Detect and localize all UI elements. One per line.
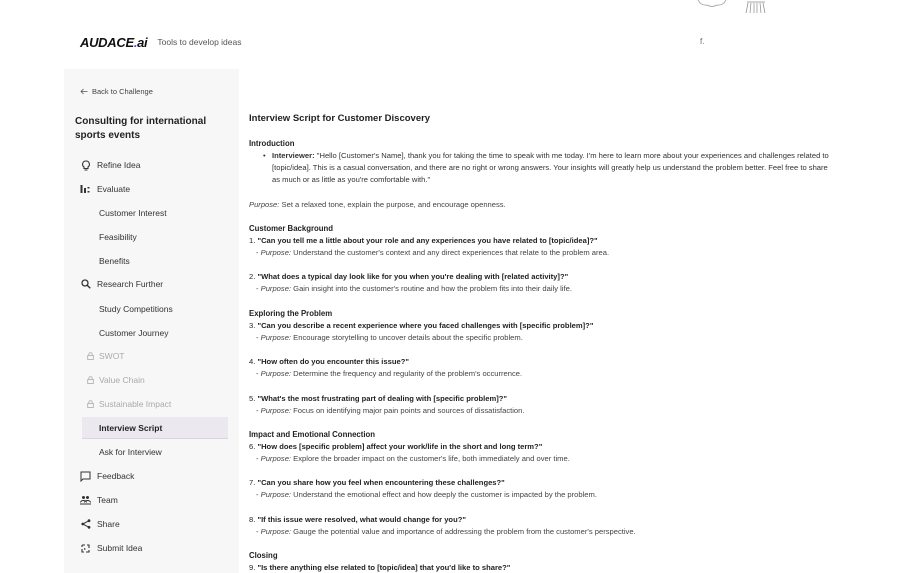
sidebar-item-customer-interest[interactable]: Customer Interest xyxy=(99,208,167,218)
question-3: 3. "Can you describe a recent experience where you faced challenges with [specific problem]?" xyxy=(249,321,594,330)
sidebar-item-feedback[interactable] xyxy=(80,469,134,483)
question-9: 9. "Is there anything else related to [topic/idea] that you'd like to share?" xyxy=(249,563,511,572)
intro-text: "Hello [Customer's Name], thank you for taking the time to speak with me today. I'm here to learn more about your experiences and challenges related to [topic/idea]. This is a casual conversation, and there are no right or wrong answers. Your insights will greatly help us understand the problem better. Feel free to share as much or as little as you're comfortable with." xyxy=(272,151,829,185)
section-heading-customer-background: Customer Background xyxy=(249,224,334,233)
item-label: Share xyxy=(97,519,120,529)
section-heading-impact: Impact and Emotional Connection xyxy=(249,430,376,439)
intro-block xyxy=(263,150,833,187)
question-2: 2. "What does a typical day look like for you when you're dealing with [related activity]?" xyxy=(249,272,569,281)
item-label: Feedback xyxy=(97,471,135,481)
sidebar-item-share[interactable] xyxy=(80,517,120,531)
lightbulb-icon xyxy=(80,160,91,171)
question-2-purpose: - Purpose: Gain insight into the customer's routine and how the problem fits into their daily life. xyxy=(256,284,572,293)
sidebar-item-evaluate[interactable] xyxy=(80,182,130,196)
item-label: Sustainable Impact xyxy=(99,399,172,409)
question-4-purpose: - Purpose: Determine the frequency and regularity of the problem's occurrence. xyxy=(256,369,523,378)
evaluate-icon xyxy=(80,184,91,195)
item-label: Team xyxy=(97,495,118,505)
lock-icon xyxy=(87,400,94,408)
purpose-label: Purpose: xyxy=(249,200,280,209)
question-7: 7. "Can you share how you feel when encountering these challenges?" xyxy=(249,478,505,487)
sidebar-item-refine-idea[interactable] xyxy=(80,158,140,172)
sidebar-item-sustainable-impact xyxy=(87,397,171,411)
team-icon xyxy=(80,495,91,506)
question-5-purpose: - Purpose: Focus on identifying major pain points and sources of dissatisfaction. xyxy=(256,406,525,415)
question-7-purpose: - Purpose: Understand the emotional effect and how deeply the customer is impacted by the problem. xyxy=(256,490,597,499)
share-icon xyxy=(80,519,91,530)
sidebar-item-research-further[interactable] xyxy=(80,277,163,291)
question-3-purpose: - Purpose: Encourage storytelling to uncover details about the specific problem. xyxy=(256,333,523,342)
question-6-purpose: - Purpose: Explore the broader impact on the customer's life, both immediately and over time. xyxy=(256,454,570,463)
purpose-text: Set a relaxed tone, explain the purpose, and encourage openness. xyxy=(281,200,506,209)
question-8-purpose: - Purpose: Gauge the potential value and importance of addressing the problem from the customer's perspective. xyxy=(256,527,636,536)
logo[interactable]: AUDACE.ai xyxy=(80,34,148,50)
question-1-purpose: - Purpose: Understand the customer's context and any direct experiences that relate to the problem area. xyxy=(256,248,610,257)
item-label: Evaluate xyxy=(97,184,131,194)
sidebar-item-feasibility[interactable]: Feasibility xyxy=(99,232,137,242)
sidebar-item-interview-script[interactable]: Interview Script xyxy=(82,417,228,439)
sidebar-item-submit-idea[interactable] xyxy=(80,541,142,555)
feedback-icon xyxy=(80,471,91,482)
arrow-left-icon xyxy=(80,88,88,95)
section-heading-closing: Closing xyxy=(249,551,278,560)
section-heading-introduction: Introduction xyxy=(249,139,295,148)
item-label: Value Chain xyxy=(99,375,145,385)
sidebar-item-value-chain xyxy=(87,373,145,387)
sidebar-item-customer-journey[interactable]: Customer Journey xyxy=(99,328,169,338)
brush-illustration-icon xyxy=(744,0,768,14)
question-1: 1. "Can you tell me a little about your role and any experiences you have related to [topic/idea]?" xyxy=(249,236,598,245)
sidebar-item-swot xyxy=(87,349,125,363)
tagline: Tools to develop ideas xyxy=(157,37,242,47)
item-label: Refine Idea xyxy=(97,160,141,170)
intro-purpose xyxy=(249,199,506,211)
bullet-icon: • xyxy=(263,151,266,160)
sidebar-item-study-competitions[interactable]: Study Competitions xyxy=(99,304,173,314)
section-heading-exploring-problem: Exploring the Problem xyxy=(249,309,333,318)
back-to-challenge-link[interactable] xyxy=(80,87,153,96)
item-label: SWOT xyxy=(99,351,125,361)
lock-icon xyxy=(87,376,94,384)
document-title: Interview Script for Customer Discovery xyxy=(249,113,431,124)
back-label: Back to Challenge xyxy=(92,87,153,96)
sidebar-item-ask-for-interview[interactable]: Ask for Interview xyxy=(99,447,162,457)
search-icon xyxy=(80,279,91,290)
project-title: Consulting for international sports events xyxy=(75,116,207,141)
question-8: 8. "If this issue were resolved, what would change for you?" xyxy=(249,515,466,524)
cloud-illustration-icon xyxy=(697,0,727,8)
question-6: 6. "How does [specific problem] affect your work/life in the short and long term?" xyxy=(249,442,543,451)
sidebar-item-benefits[interactable]: Benefits xyxy=(99,256,130,266)
submit-icon xyxy=(80,543,91,554)
item-label: Submit Idea xyxy=(97,543,143,553)
lock-icon xyxy=(87,352,94,360)
question-5: 5. "What's the most frustrating part of dealing with [specific problem]?" xyxy=(249,394,507,403)
question-4: 4. "How often do you encounter this issue?" xyxy=(249,357,409,366)
app-header xyxy=(80,32,242,52)
sidebar-item-team[interactable] xyxy=(80,493,118,507)
item-label: Research Further xyxy=(97,279,164,289)
header-mark: f. xyxy=(700,37,705,46)
speaker-label: Interviewer: xyxy=(272,151,315,160)
